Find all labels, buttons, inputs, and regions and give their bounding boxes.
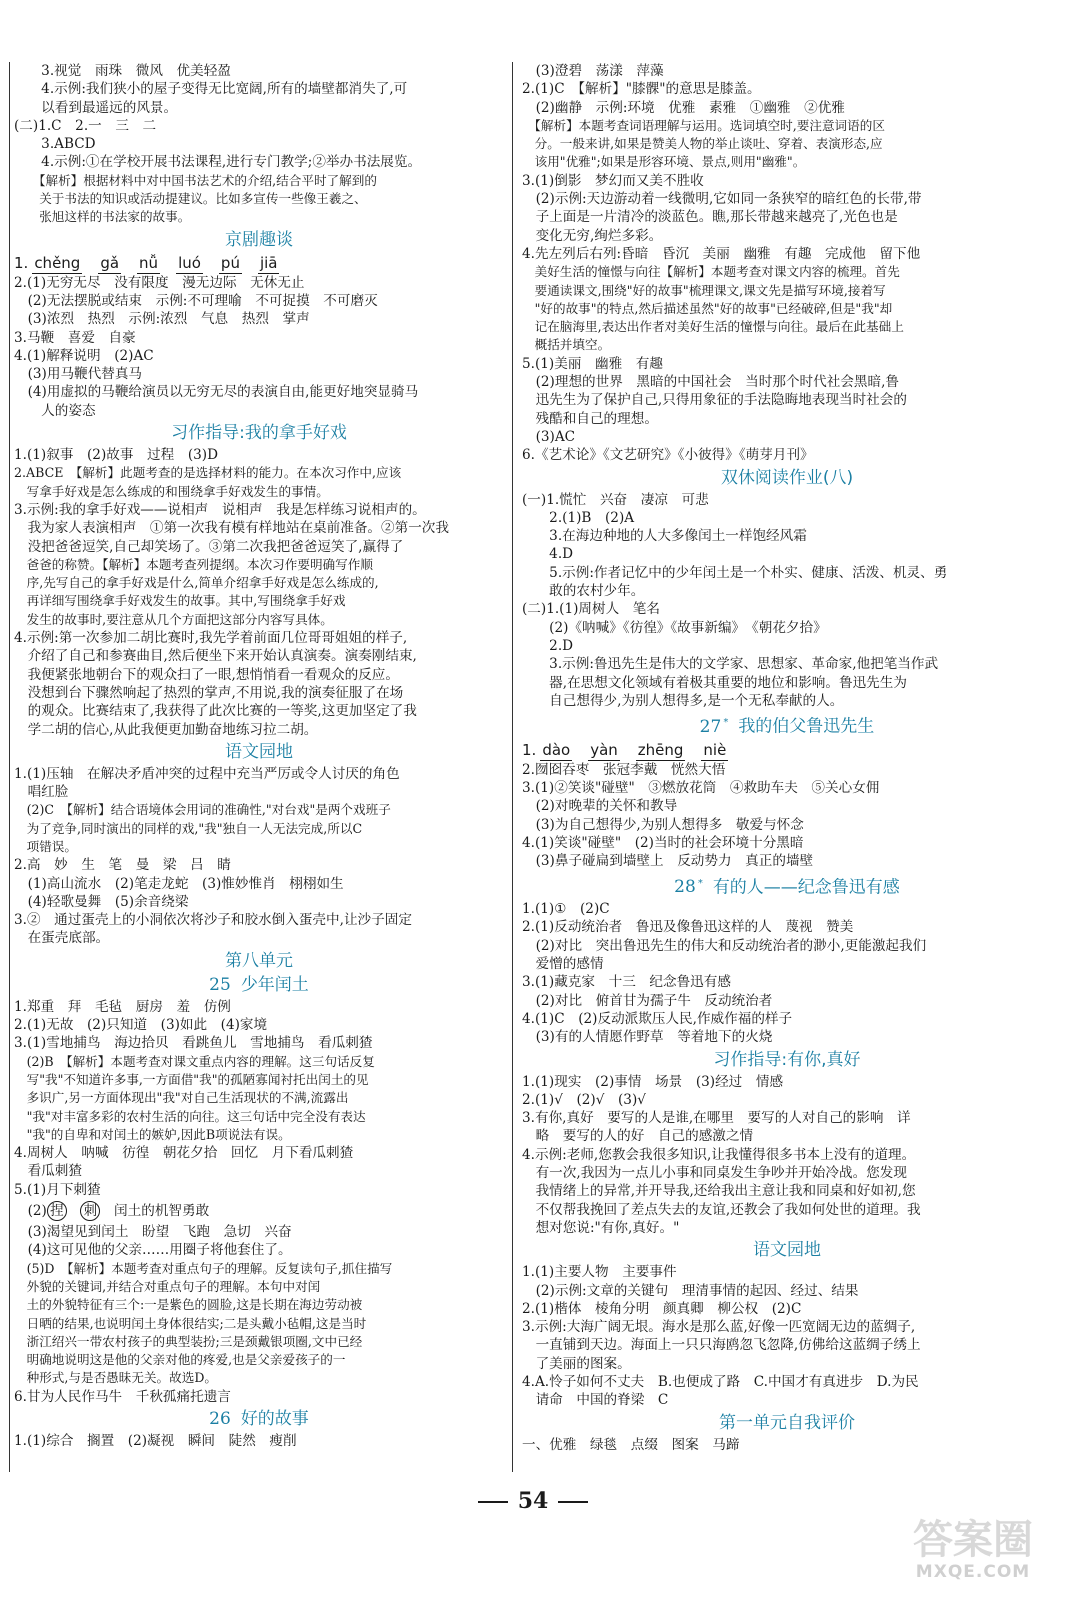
- answer-line: (2)示例:天边游动着一线微明,它如同一条狭窄的暗红色的长带,带: [522, 191, 922, 208]
- answer-line: (3)AC: [522, 428, 576, 445]
- answer-line: "我"的自卑和对闰土的嫉妒,因此B项说法有误。: [14, 1126, 291, 1142]
- answer-line: 土的外貌特征有三个:一是紫色的圆脸,这是长期在海边劳动被: [14, 1297, 363, 1313]
- answers-block: [522, 1073, 1052, 1238]
- answer-line: 我情绪上的异常,并开导我,还给我出主意让我和同桌和好如初,您: [522, 1183, 916, 1200]
- circled-char: 捏: [47, 1201, 67, 1221]
- pinyin-item: chěng: [34, 253, 81, 272]
- answer-line: 请命 中国的脊梁 C: [522, 1392, 669, 1409]
- answer-line: (2)对晚辈的关怀和教导: [522, 798, 678, 815]
- answer-line: (4)用虚拟的马鞭给演员以无穷无尽的表演自由,能更好地突显骑马: [14, 384, 419, 401]
- answer-line: 【解析】根据材料中对中国书法艺术的介绍,结合平时了解到的: [14, 172, 377, 188]
- answer-line: 想对您说:"有你,真好。": [522, 1219, 680, 1236]
- left-rule: [9, 62, 10, 1472]
- answer-line: (4)这可见他的父亲……用圈子将他套住了。: [14, 1242, 292, 1259]
- answers-block: [14, 998, 504, 1199]
- answer-line: 6.《艺术论》《文艺研究》《小彼得》《萌芽月刊》: [522, 447, 814, 464]
- answer-line: 2.(1)C 【解析】"膝髁"的意思是膝盖。: [522, 81, 761, 98]
- lesson-number: 26: [209, 1409, 231, 1429]
- left-column: [14, 62, 504, 1450]
- answer-line: 2.(1)反动统治者 鲁迅及像鲁迅这样的人 蔑视 赞美: [522, 919, 854, 936]
- answer-line: 人的姿态: [14, 402, 96, 419]
- answer-line: (2)B 【解析】本题考查对课文重点内容的理解。这三句话反复: [14, 1053, 375, 1069]
- answers-block: [522, 761, 1052, 871]
- answer-line: (2)对比 俯首甘为孺子牛 反动统治者: [522, 992, 773, 1009]
- answer-line: (2)理想的世界 黑暗的中国社会 当时那个时代社会黑暗,鲁: [522, 374, 900, 391]
- answers-block: [522, 900, 1052, 1046]
- answer-line: 3.(1)②笑谈"碰壁" ③燃放花筒 ④救助车夫 ⑤关心女佣: [522, 780, 880, 797]
- answer-line: 4.示例:我们狭小的屋子变得无比宽阔,所有的墙壁都消失了,可: [14, 81, 408, 98]
- answer-line: 3.有你,真好 要写的人是谁,在哪里 要写的人对自己的影响 详: [522, 1110, 911, 1127]
- answer-line: 2.(1)无穷无尽 没有限度 漫无边际 无休无止: [14, 274, 305, 291]
- answer-line: 介绍了自己和参赛曲目,然后便坐下来开始认真演奏。演奏刚结束,: [14, 648, 417, 665]
- section-heading-self-evaluation: 第一单元自我评价: [719, 1412, 855, 1433]
- pinyin-item: niè: [703, 740, 727, 759]
- circled-char: 刺: [80, 1201, 100, 1221]
- dash-left: [478, 1501, 508, 1503]
- answer-line: 再详细写围绕拿手好戏发生的故事。其中,写围绕拿手好戏: [14, 593, 346, 609]
- answer-line: 唱红脸: [14, 784, 69, 801]
- answer-line: 4.示例:老师,您教会我很多知识,让我懂得很多书本上没有的道理。: [522, 1146, 916, 1163]
- answer-line: 概括并填空。: [522, 337, 611, 353]
- answer-line: 发生的故事时,要注意从几个方面把这部分内容写具体。: [14, 611, 333, 627]
- right-column: [522, 62, 1052, 1454]
- answer-line: (2)示例:文章的关键句 理清事情的起因、经过、结果: [522, 1282, 859, 1299]
- answer-line: (3)浓烈 热烈 示例:浓烈 气息 热烈 掌声: [14, 311, 310, 328]
- pinyin-item: zhēng: [637, 740, 684, 759]
- answer-line: 3.马鞭 喜爱 自豪: [14, 329, 136, 346]
- answer-line: (5)D 【解析】本题考查对重点句子的理解。反复读句子,抓住描写: [14, 1260, 393, 1276]
- answer-line: 不仅帮我挽回了差点失去的友谊,还教会了我如何处世的道理。我: [522, 1201, 921, 1218]
- answer-line: (3)有的人情愿作野草 等着地下的火烧: [522, 1029, 773, 1046]
- watermark-logo: [898, 1508, 1048, 1588]
- answers-block: [14, 1432, 504, 1450]
- answer-line: 写"我"不知道许多事,一方面借"我"的孤陋寡闻衬托出闰土的见: [14, 1071, 369, 1087]
- page-number-text: 54: [517, 1488, 549, 1514]
- watermark-text: 答案圈: [913, 1517, 1033, 1563]
- answer-line: 爱憎的感情: [522, 956, 604, 973]
- answer-text: 闰土的机智勇敢: [100, 1203, 210, 1220]
- answer-line: 分。一般来讲,如果是赞美人物的举止谈吐、穿着、表演形态,应: [522, 136, 883, 152]
- answers-block: [14, 62, 504, 227]
- answer-line: 在蛋壳底部。: [14, 930, 110, 947]
- answer-prefix: (2): [14, 1203, 47, 1220]
- answer-line: (二)1.(1)周树人 笔名: [522, 601, 660, 618]
- section-heading-yuwen-yuandi: 语文园地: [225, 741, 293, 762]
- answer-line: 4.(1)笑谈"碰壁" (2)当时的社会环境十分黑暗: [522, 834, 804, 851]
- answer-line: 该用"优雅";如果是形容环境、景点,则用"幽雅"。: [522, 154, 806, 170]
- answer-line: 多识广,另一方面体现出"我"对自己生活现状的不满,流露出: [14, 1090, 349, 1106]
- answers-block: [522, 1436, 1052, 1454]
- answer-line: 日晒的结果,也说明闰土身体很结实;二是头戴小毡帽,这是当时: [14, 1315, 367, 1331]
- answer-line: 1.(1)① (2)C: [522, 901, 610, 918]
- answer-line: 变化无穷,绚烂多彩。: [522, 227, 663, 244]
- answer-line: 关于书法的知识或活动提建议。比如多宣传一些像王羲之、: [14, 191, 367, 207]
- answer-line: 学二胡的信心,从此我便更加勤奋地练习拉二胡。: [14, 721, 318, 738]
- pinyin-item: yàn: [590, 740, 618, 759]
- answer-line: 3.示例:大海广阔无垠。海水是那么蓝,好像一匹宽阔无边的蓝绸子,: [522, 1319, 916, 1336]
- answer-line: 自己想得少,为别人想得多,是一个无私奉献的人。: [522, 692, 844, 709]
- answer-line: 4.示例:第一次参加二胡比赛时,我先学着前面几位哥哥姐姐的样子,: [14, 630, 408, 647]
- section-heading-writing-2: 习作指导:有你,真好: [713, 1049, 861, 1070]
- answer-line: 2.(1)无故 (2)只知道 (3)如此 (4)家境: [14, 1017, 268, 1034]
- answer-line: 3.在海边种地的人大多像闰土一样饱经风霜: [522, 528, 807, 545]
- answer-line: (3)用马鞭代替真马: [14, 366, 143, 383]
- answer-line: 6.甘为人民作马牛 千秋孤痛托遗言: [14, 1388, 231, 1405]
- answer-line: 2.(1)楷体 棱角分明 颜真卿 柳公权 (2)C: [522, 1300, 802, 1317]
- answer-line: 2.(1)B (2)A: [522, 509, 635, 526]
- answer-line: (2)《呐喊》《彷徨》《故事新编》 《朝花夕拾》: [522, 619, 827, 636]
- answer-line: 为了竞争,同时演出的同样的戏,"我"独自一人无法完成,所以C: [14, 820, 363, 836]
- answer-line: 4.(1)解释说明 (2)AC: [14, 347, 154, 364]
- answer-line: 4.(1)C (2)反动派欺压人民,作威作福的样子: [522, 1010, 793, 1027]
- answer-line: 爸爸的称赞。【解析】本题考查列提纲。本次习作要明确写作顺: [14, 556, 373, 572]
- answer-line: 以看到最遥远的风景。: [14, 99, 178, 116]
- pinyin-item: luó: [178, 253, 201, 272]
- answer-line: 1.郑重 拜 毛毡 厨房 羞 仿例: [14, 998, 231, 1015]
- answer-line: (1)高山流水 (2)笔走龙蛇 (3)惟妙惟肖 栩栩如生: [14, 875, 344, 892]
- answer-line: 4.A.怜子如何不丈夫 B.也便成了路 C.中国才有真进步 D.为民: [522, 1374, 919, 1391]
- answer-line: 【解析】本题考查词语理解与运用。选词填空时,要注意词语的区: [522, 117, 885, 133]
- lesson-heading-25: [14, 974, 504, 996]
- answers-block: [14, 765, 504, 948]
- watermark-url: MXQE.COM: [915, 1562, 1031, 1582]
- answer-line: 子上面是一片清冷的淡蓝色。瞧,那长带越来越亮了,光色也是: [522, 209, 898, 226]
- answer-line: 2.高 妙 生 笔 曼 梁 吕 睛: [14, 857, 231, 874]
- answer-line: 1.(1)叙事 (2)故事 过程 (3)D: [14, 447, 218, 464]
- answer-line: 浙江绍兴一带农村孩子的典型装扮;三是颈戴银项圈,文中已经: [14, 1333, 363, 1349]
- lesson-heading-28: [522, 873, 1052, 899]
- answer-line: 4.先左列后右列:昏暗 昏沉 美丽 幽雅 有趣 完成他 留下他: [522, 245, 921, 262]
- answer-line: 3.示例:我的拿手好戏——说相声 说相声 我是怎样练习说相声的。: [14, 501, 426, 518]
- answer-line: 要通读课文,围绕"好的故事"梳理课文,课文先是描写环境,接着写: [522, 282, 886, 298]
- pinyin-item: nǚ: [139, 253, 159, 272]
- answers-block: [14, 446, 504, 739]
- answer-line: 种形式,与是否愚昧无关。故选D。: [14, 1370, 218, 1386]
- lesson-title: 有的人——纪念鲁迅有感: [712, 877, 900, 898]
- section-heading-writing: 习作指导:我的拿手好戏: [171, 423, 347, 444]
- answer-line: 1.(1)综合 搁置 (2)凝视 瞬间 陡然 瘦削: [14, 1433, 297, 1449]
- answer-line: 写拿手好戏是怎么练成的和围绕拿手好戏发生的事情。: [14, 483, 329, 499]
- answer-line: "好的故事"的特点,然后描述虽然"好的故事"已经破碎,但是"我"却: [522, 300, 893, 316]
- answer-line-circled: [14, 1199, 504, 1223]
- answer-line: 2.D: [522, 637, 574, 654]
- answer-line: 一直铺到天边。海面上一只只海鸥忽飞忽降,仿佛给这蓝绸子绣上: [522, 1337, 921, 1354]
- answer-line: 1.(1)主要人物 主要事件: [522, 1264, 677, 1281]
- unit-heading: 第八单元: [225, 950, 293, 971]
- pinyin-answers: 1. dào yàn zhēng niè: [522, 740, 727, 759]
- answers-block: [14, 1223, 504, 1406]
- answer-line: 3.视觉 雨珠 微风 优美轻盈: [14, 63, 231, 79]
- answer-line: 一、优雅 绿毯 点缀 图案 马蹄: [522, 1436, 740, 1453]
- answer-line: 明确地说明这是他的父亲对他的疼爱,也是父亲爱孩子的一: [14, 1352, 346, 1368]
- answer-line: 我便紧张地朝台下的观众扫了一眼,想悄悄看一看观众的反应。: [14, 666, 399, 683]
- answer-line: 看瓜刺猹: [14, 1163, 82, 1180]
- answer-line: "我"对丰富多彩的农村生活的向往。这三句话中完全没有表达: [14, 1108, 366, 1124]
- lesson-number: 25: [209, 974, 231, 995]
- pinyin-item: pú: [220, 253, 240, 272]
- answer-line: 4.D: [522, 546, 574, 563]
- answer-line: 我为家人表演相声 ①第一次我有模有样地站在桌前准备。②第一次我: [14, 520, 449, 537]
- lesson-title: 我的伯父鲁迅先生: [738, 716, 875, 737]
- answer-line: (2)无法摆脱或结束 示例:不可理喻 不可捉摸 不可磨灭: [14, 292, 378, 309]
- lesson-heading-26: [14, 1408, 504, 1430]
- section-heading-yuwen-yuandi-2: 语文园地: [753, 1240, 821, 1261]
- answer-line: 1.(1)现实 (2)事情 场景 (3)经过 情感: [522, 1073, 784, 1090]
- answer-line: (二)1.C 2.一 三 二: [14, 117, 157, 134]
- pinyin-answers: 1. chěng gǎ nǚ luó pú jiā: [14, 253, 278, 272]
- answer-line: 敢的农村少年。: [522, 583, 645, 600]
- answer-line: (4)轻歌曼舞 (5)余音绕梁: [14, 893, 189, 910]
- answer-line: 3.(1)雪地捕鸟 海边拾贝 看跳鱼儿 雪地捕鸟 看瓜刺猹: [14, 1035, 373, 1052]
- pinyin-item: gǎ: [100, 253, 120, 272]
- answer-line: 4.示例:①在学校开展书法课程,进行专门教学;②举办书法展览。: [14, 154, 422, 171]
- answer-line: 器,在思想文化领域有着极其重要的地位和影响。鲁迅先生为: [522, 674, 907, 691]
- answer-line: 2.囫囵吞枣 张冠李戴 恍然大悟: [522, 761, 726, 778]
- answer-line: (3)澄碧 荡漾 萍藻: [522, 63, 664, 79]
- answer-line: 了美丽的图案。: [522, 1355, 631, 1372]
- answer-line: (3)为自己想得少,为别人想得多 敬爱与怀念: [522, 816, 804, 833]
- answer-line: 张旭这样的书法家的故事。: [14, 209, 191, 225]
- asterisk-mark: *: [723, 717, 729, 729]
- answer-line: 3.ABCD: [14, 136, 96, 153]
- answer-line: 项错误。: [14, 838, 77, 854]
- answers-block: [522, 1263, 1052, 1409]
- answer-line: 5.(1)美丽 幽雅 有趣: [522, 355, 663, 372]
- answers-block: [522, 491, 1052, 711]
- answer-line: 5.(1)月下刺猹: [14, 1181, 101, 1198]
- asterisk-mark: *: [697, 877, 703, 889]
- dash-right: [558, 1501, 588, 1503]
- lesson-number: 28: [674, 877, 696, 898]
- pinyin-item: jiā: [259, 253, 278, 272]
- answer-line: 2.(1)√ (2)√ (3)√: [522, 1091, 646, 1108]
- answer-line: 3.② 通过蛋壳上的小洞依次将沙子和胶水倒入蛋壳中,让沙子固定: [14, 912, 412, 929]
- answer-line: 美好生活的憧憬与向往【解析】本题考查对课文内容的梳理。首先: [522, 264, 900, 280]
- answer-line: (一)1.慌忙 兴奋 凄凉 可悲: [522, 491, 709, 508]
- answer-line: 4.周树人 呐喊 彷徨 朝花夕拾 回忆 月下看瓜刺猹: [14, 1145, 354, 1162]
- column-divider: [512, 62, 513, 1472]
- answer-line: 1.(1)压轴 在解决矛盾冲突的过程中充当严厉或令人讨厌的角色: [14, 765, 400, 782]
- answer-line: 3.示例:鲁迅先生是伟大的文学家、思想家、革命家,他把笔当作武: [522, 656, 939, 673]
- answer-line: 的观众。比赛结束了,我获得了此次比赛的一等奖,这更加坚定了我: [14, 703, 417, 720]
- section-heading-weekend-reading: 双休阅读作业(八): [720, 467, 854, 488]
- answer-line: 略 要写的人的好 自己的感激之情: [522, 1128, 754, 1145]
- answer-line: 3.(1)倒影 梦幻而又美不胜收: [522, 172, 704, 189]
- lesson-heading-27: [522, 712, 1052, 738]
- answers-block: [14, 274, 504, 420]
- lesson-title: 少年闰土: [240, 974, 309, 995]
- answer-line: (2)幽静 示例:环境 优雅 素雅 ①幽雅 ②优雅: [522, 99, 845, 116]
- answer-line: 2.ABCE 【解析】此题考查的是选择材料的能力。在本次习作中,应该: [14, 465, 402, 481]
- answer-line: (3)鼻子碰扁到墙壁上 反动势力 真正的墙壁: [522, 853, 814, 870]
- answer-line: 记在脑海里,表达出作者对美好生活的憧憬与向往。最后在此基础上: [522, 319, 904, 335]
- lesson-number: 27: [699, 716, 722, 737]
- answer-line: (3)渴望见到闰土 盼望 飞跑 急切 兴奋: [14, 1224, 292, 1241]
- answer-line: 5.示例:作者记忆中的少年闰土是一个朴实、健康、活泼、机灵、勇: [522, 564, 948, 581]
- answer-line: 有一次,我因为一点儿小事和同桌发生争吵并开始冷战。您发现: [522, 1165, 907, 1182]
- answer-line: 没把爸爸逗笑,自己却笑场了。③第二次我把爸爸逗笑了,赢得了: [14, 538, 404, 555]
- answer-line: 序,先写自己的拿手好戏是什么,简单介绍拿手好戏是怎么练成的,: [14, 575, 379, 591]
- lesson-heading-jingju: 京剧趣谈: [225, 229, 293, 250]
- answer-line: 外貌的关键词,并结合对重点句子的理解。本句中对闰: [14, 1278, 321, 1294]
- answer-line: 没想到台下骤然响起了热烈的掌声,不用说,我的演奏征服了在场: [14, 684, 404, 701]
- pinyin-item: dào: [542, 740, 571, 759]
- answers-block: [522, 62, 1052, 465]
- answer-line: 残酷和自己的理想。: [522, 410, 658, 427]
- answer-line: 3.(1)藏克家 十三 纪念鲁迅有感: [522, 974, 731, 991]
- answer-line: 迅先生为了保护自己,只得用象征的手法隐晦地表现当时社会的: [522, 392, 907, 409]
- answer-line: (2)对比 突出鲁迅先生的伟大和反动统治者的渺小,更能激起我们: [522, 937, 927, 954]
- answer-line: (2)C 【解析】结合语境体会用词的准确性,"对台戏"是两个戏班子: [14, 802, 391, 818]
- lesson-title: 好的故事: [240, 1409, 309, 1429]
